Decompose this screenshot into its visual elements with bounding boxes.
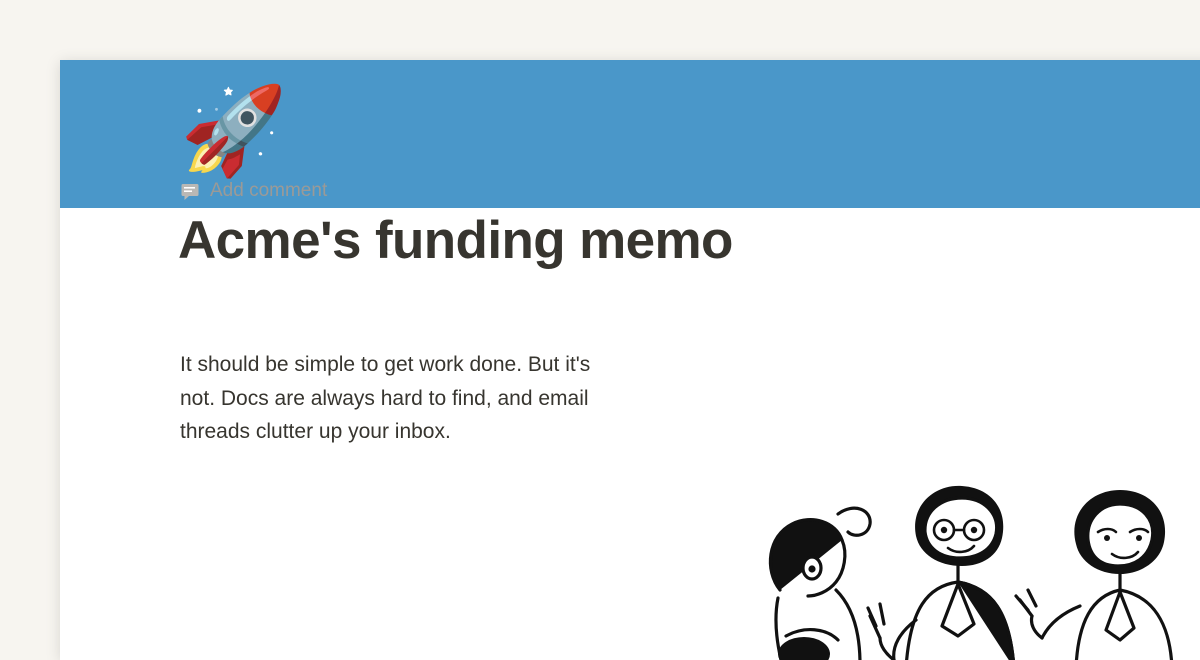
page-paragraph[interactable]: It should be simple to get work done. But it's not. Docs are always hard to find, and email threads clutter up your inbox. xyxy=(180,353,591,444)
document-card xyxy=(60,60,1200,660)
add-comment-button[interactable] xyxy=(180,180,327,202)
comment-icon xyxy=(180,181,200,201)
page-icon-emoji[interactable]: 🚀 xyxy=(180,83,288,179)
add-comment-label: Add comment xyxy=(210,180,328,201)
page-title[interactable]: Acme's funding memo xyxy=(178,211,733,270)
